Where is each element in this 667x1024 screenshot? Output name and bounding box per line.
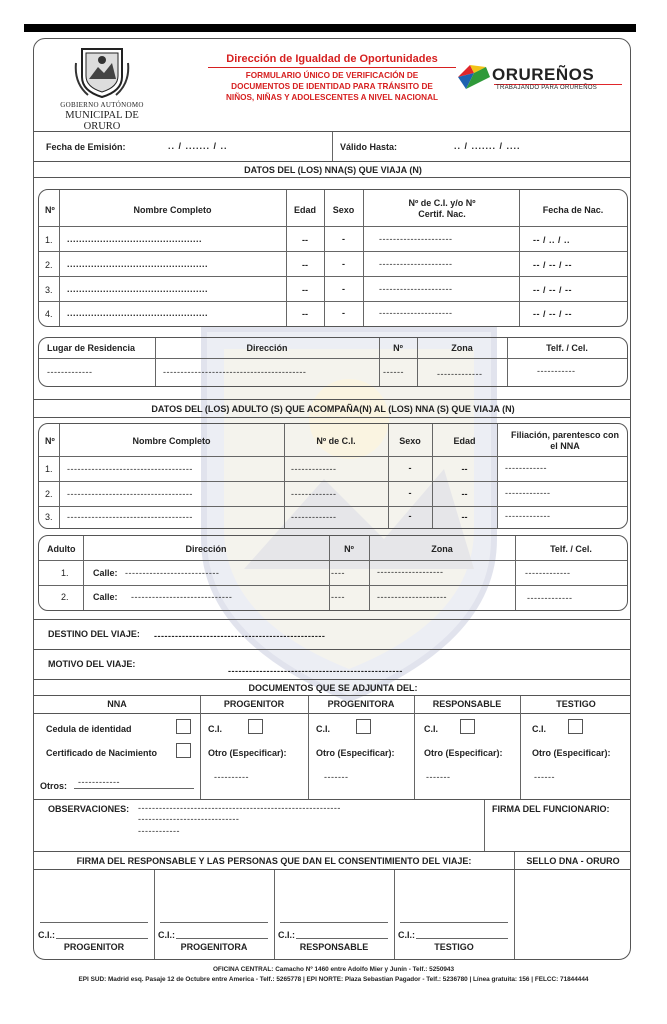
nna-sexo-field[interactable]: - (342, 284, 345, 294)
residence-header-n: Nº (393, 343, 403, 353)
signature-role-label: TESTIGO (434, 942, 474, 952)
signature-role-label: PROGENITOR (63, 942, 125, 952)
form-title-block (202, 53, 462, 103)
nna-section-title: DATOS DEL (LOS) NNA(S) QUE VIAJA (N) (244, 165, 422, 175)
brand-tagline: TRABAJANDO PARA ORUREÑOS (496, 85, 598, 91)
doc-progenitora-ci-checkbox[interactable] (356, 719, 371, 734)
address-n-field[interactable]: ---- (331, 568, 345, 578)
signatures-body (34, 869, 631, 960)
sello-dna-label: SELLO DNA - ORURO (526, 856, 620, 866)
fecha-emision-label: Fecha de Emisión: (46, 142, 126, 152)
doc-nna-ci-checkbox[interactable] (176, 719, 191, 734)
form-subtitle-line-3: NIÑOS, NIÑAS Y ADOLESCENTES A NIVEL NACIONAL (226, 93, 438, 102)
top-black-bar (24, 24, 636, 32)
firma-funcionario-label: FIRMA DEL FUNCIONARIO: (492, 804, 610, 814)
doc-testigo-otro-field[interactable]: ------ (534, 772, 555, 782)
signature-ci-label: C.I.: (158, 930, 175, 940)
residence-table (38, 337, 628, 387)
observaciones-row (34, 799, 631, 851)
direction-title: Dirección de Igualdad de Oportunidades (208, 53, 456, 68)
address-telf-field[interactable]: ------------- (525, 568, 571, 578)
residence-header-lugar: Lugar de Residencia (47, 343, 136, 353)
valido-hasta-label: Válido Hasta: (340, 142, 398, 152)
adult-section-title-row (34, 399, 631, 417)
address-header-telf: Telf. / Cel. (550, 544, 592, 554)
footer-line-1: OFICINA CENTRAL: Camacho Nº 1460 entre Adolfo Mier y Junín - Telf.: 5250943 (212, 966, 455, 973)
residence-zona-field[interactable]: ------------- (437, 369, 483, 379)
nna-fecha-field[interactable]: -- / .. / .. (533, 235, 570, 245)
doc-responsable-ci-checkbox[interactable] (460, 719, 475, 734)
nna-edad-field[interactable]: -- (302, 260, 308, 270)
nna-ci-field[interactable]: --------------------- (379, 259, 453, 269)
adult-table (38, 423, 628, 529)
row-number: 1. (45, 235, 53, 245)
nna-nombre-field[interactable]: ............................................... (67, 284, 209, 294)
row-number: 4. (45, 309, 53, 319)
documents-body (34, 713, 631, 799)
nna-nombre-field[interactable]: ............................................... (67, 259, 209, 269)
nna-sexo-field[interactable]: - (342, 308, 345, 318)
residence-header-direccion: Dirección (246, 343, 288, 353)
nna-header-nombre: Nombre Completo (133, 205, 212, 215)
nna-header-n: Nº (45, 205, 55, 215)
destino-field[interactable]: ------------------------------------------------- (154, 631, 326, 641)
adult-header-edad: Edad (453, 436, 476, 446)
adult-filiacion-field[interactable]: ------------ (505, 463, 547, 473)
adult-ci-field[interactable]: ------------- (291, 464, 337, 474)
calle-field[interactable]: --------------------------- (125, 568, 220, 578)
motivo-row (34, 649, 631, 679)
doc-responsable-otro-label: Otro (Especificar): (424, 748, 503, 758)
residence-header-zona: Zona (451, 343, 473, 353)
adult-nombre-field[interactable]: ------------------------------------ (67, 512, 193, 522)
nna-section-title-row (34, 161, 631, 177)
adult-header-nombre: Nombre Completo (132, 436, 211, 446)
nna-edad-field[interactable]: -- (302, 285, 308, 295)
motivo-label: MOTIVO DEL VIAJE: (48, 659, 136, 669)
destino-label: DESTINO DEL VIAJE: (48, 629, 140, 639)
nna-nombre-field[interactable]: ............................................. (67, 234, 203, 244)
nna-table (38, 189, 628, 327)
adult-sexo-field[interactable]: - (408, 488, 412, 498)
doc-progenitora-otro-field[interactable]: ------- (324, 772, 349, 782)
doc-progenitor-ci-checkbox[interactable] (248, 719, 263, 734)
signature-ci-label: C.I.: (398, 930, 415, 940)
doc-progenitora-otro-label: Otro (Especificar): (316, 748, 395, 758)
doc-col-progenitora: PROGENITORA (327, 699, 395, 709)
address-header-zona: Zona (431, 544, 453, 554)
fecha-emision-value[interactable]: .. / ....... / .. (168, 141, 228, 151)
address-zona-field[interactable]: ------------------- (377, 567, 444, 577)
residence-telf-field[interactable]: ----------- (537, 366, 576, 376)
address-header-n: Nº (344, 544, 354, 554)
adult-filiacion-field[interactable]: ------------- (505, 488, 551, 498)
row-number: 2. (61, 592, 69, 602)
row-number: 3. (45, 512, 53, 522)
calle-field[interactable]: ----------------------------- (131, 592, 233, 602)
address-n-field[interactable]: ---- (331, 592, 345, 602)
doc-otros-field[interactable]: ------------ (78, 777, 120, 787)
nna-header-ci: Nº de C.I. y/o Nº Certif. Nac. (408, 198, 476, 219)
nna-sexo-field[interactable]: - (342, 234, 345, 244)
nna-header-edad: Edad (293, 205, 316, 215)
adult-sexo-field[interactable]: - (408, 511, 412, 521)
signature-role-label: PROGENITORA (180, 942, 248, 952)
sello-dna-area[interactable] (514, 870, 631, 960)
doc-progenitor-otro-field[interactable]: ---------- (214, 772, 249, 782)
doc-col-testigo: TESTIGO (556, 699, 596, 709)
doc-col-responsable: RESPONSABLE (432, 699, 502, 709)
doc-col-nna: NNA (107, 699, 127, 709)
nna-fecha-field[interactable]: -- / -- / -- (533, 309, 572, 319)
adult-nombre-field[interactable]: ------------------------------------ (67, 464, 193, 474)
adult-edad-field[interactable]: -- (461, 464, 468, 474)
municipal-label: MUNICIPAL DE ORURO (65, 110, 139, 132)
adult-header-ci: Nº de C.I. (316, 436, 356, 446)
nna-fecha-field[interactable]: -- / -- / -- (533, 260, 572, 270)
doc-progenitora-ci-label: C.I. (316, 724, 331, 734)
form-subtitle-line-2: DOCUMENTOS DE IDENTIDAD PARA TRÁNSITO DE (231, 82, 433, 91)
doc-col-progenitor: PROGENITOR (223, 699, 285, 709)
emission-row (34, 131, 631, 161)
calle-label: Calle: (93, 568, 118, 578)
signatures-title: FIRMA DEL RESPONSABLE Y LAS PERSONAS QUE DAN EL CONSENTIMIENTO DEL VIAJE: (76, 856, 472, 866)
calle-label: Calle: (93, 592, 118, 602)
doc-nna-cert-checkbox[interactable] (176, 743, 191, 758)
signatures-title-row (34, 851, 631, 869)
documents-title: DOCUMENTOS QUE SE ADJUNTA DEL: (248, 683, 418, 693)
signature-ci-label: C.I.: (38, 930, 55, 940)
adult-ci-field[interactable]: ------------- (291, 512, 337, 522)
adult-sexo-field[interactable]: - (408, 463, 412, 473)
form-subtitle-line-1: FORMULARIO ÚNICO DE VERIFICACIÓN DE (245, 71, 419, 80)
adult-header-filiacion: Filiación, parentesco con el NNA (510, 430, 620, 451)
form-sheet (33, 38, 631, 960)
orurenos-brand-logo (456, 59, 626, 103)
residence-lugar-field[interactable]: ------------- (47, 367, 93, 377)
row-number: 1. (45, 464, 53, 474)
adult-nombre-field[interactable]: ------------------------------------ (67, 489, 193, 499)
adult-edad-field[interactable]: -- (461, 512, 468, 522)
row-number: 2. (45, 260, 53, 270)
nna-nombre-field[interactable]: ............................................... (67, 308, 209, 318)
nna-edad-field[interactable]: -- (302, 309, 308, 319)
doc-testigo-ci-checkbox[interactable] (568, 719, 583, 734)
brand-mark-icon (456, 63, 492, 91)
footer-line-2: EPI SUD: Madrid esq. Pasaje 12 de Octubre entre America - Telf.: 5265778 | EPI NORTE: Plaza Sebastian Pagador - Telf.: 5236780 | Línea gratuita: 156 | FELCC: 71844444 (78, 976, 589, 983)
adult-ci-field[interactable]: ------------- (291, 489, 337, 499)
adult-filiacion-field[interactable]: ------------- (505, 511, 551, 521)
nna-fecha-field[interactable]: -- / -- / -- (533, 285, 572, 295)
residence-direccion-field[interactable]: ----------------------------------------- (163, 367, 307, 377)
valido-hasta-value[interactable]: .. / ....... / .... (454, 141, 521, 151)
address-header-direccion: Dirección (185, 544, 227, 554)
form-header (34, 39, 631, 131)
row-number: 1. (61, 568, 69, 578)
observaciones-line-2[interactable]: ----------------------------- (138, 814, 240, 824)
doc-progenitor-ci-label: C.I. (208, 724, 223, 734)
doc-testigo-otro-label: Otro (Especificar): (532, 748, 611, 758)
signature-role-label: RESPONSABLE (299, 942, 369, 952)
adult-section-title: DATOS DEL (LOS) ADULTO (S) QUE ACOMPAÑA(N) AL (LOS) NNA (S) QUE VIAJA (N) (151, 404, 515, 414)
doc-responsable-ci-label: C.I. (424, 724, 439, 734)
address-telf-field[interactable]: ------------- (527, 593, 573, 603)
residence-n-field[interactable]: ------ (383, 367, 404, 377)
municipal-seal-icon (74, 43, 130, 99)
destino-row (34, 619, 631, 649)
row-number: 2. (45, 489, 53, 499)
adult-header-n: Nº (45, 436, 55, 446)
doc-otros-label: Otros: (40, 781, 67, 791)
adult-address-table (38, 535, 628, 611)
doc-testigo-ci-label: C.I. (532, 724, 547, 734)
nna-sexo-field[interactable]: - (342, 259, 345, 269)
observaciones-line-1[interactable]: ---------------------------------------------------------- (138, 803, 341, 813)
row-number: 3. (45, 285, 53, 295)
address-zona-field[interactable]: -------------------- (377, 592, 447, 602)
signature-ci-label: C.I.: (278, 930, 295, 940)
motivo-field[interactable]: -------------------------------------------------- (228, 666, 403, 676)
nna-edad-field[interactable]: -- (302, 235, 308, 245)
brand-name: ORUREÑOS (492, 65, 595, 84)
observaciones-label: OBSERVACIONES: (48, 804, 130, 814)
adult-edad-field[interactable]: -- (461, 489, 468, 499)
doc-responsable-otro-field[interactable]: ------- (426, 772, 451, 782)
residence-header-telf: Telf. / Cel. (546, 343, 588, 353)
documents-columns-row (34, 695, 631, 713)
observaciones-line-3[interactable]: ------------ (138, 826, 180, 836)
address-header-adulto: Adulto (47, 544, 76, 554)
nna-ci-field[interactable]: --------------------- (379, 308, 453, 318)
adult-header-sexo: Sexo (399, 436, 421, 446)
gobierno-label: GOBIERNO AUTÓNOMO (60, 101, 144, 109)
doc-progenitor-otro-label: Otro (Especificar): (208, 748, 287, 758)
nna-header-fecha: Fecha de Nac. (542, 205, 604, 215)
nna-ci-field[interactable]: --------------------- (379, 234, 453, 244)
doc-nna-ci-label: Cedula de identidad (46, 724, 132, 734)
nna-ci-field[interactable]: --------------------- (379, 284, 453, 294)
documents-title-row (34, 679, 631, 695)
nna-header-sexo: Sexo (332, 205, 355, 215)
doc-nna-cert-label: Certificado de Nacimiento (46, 748, 158, 758)
